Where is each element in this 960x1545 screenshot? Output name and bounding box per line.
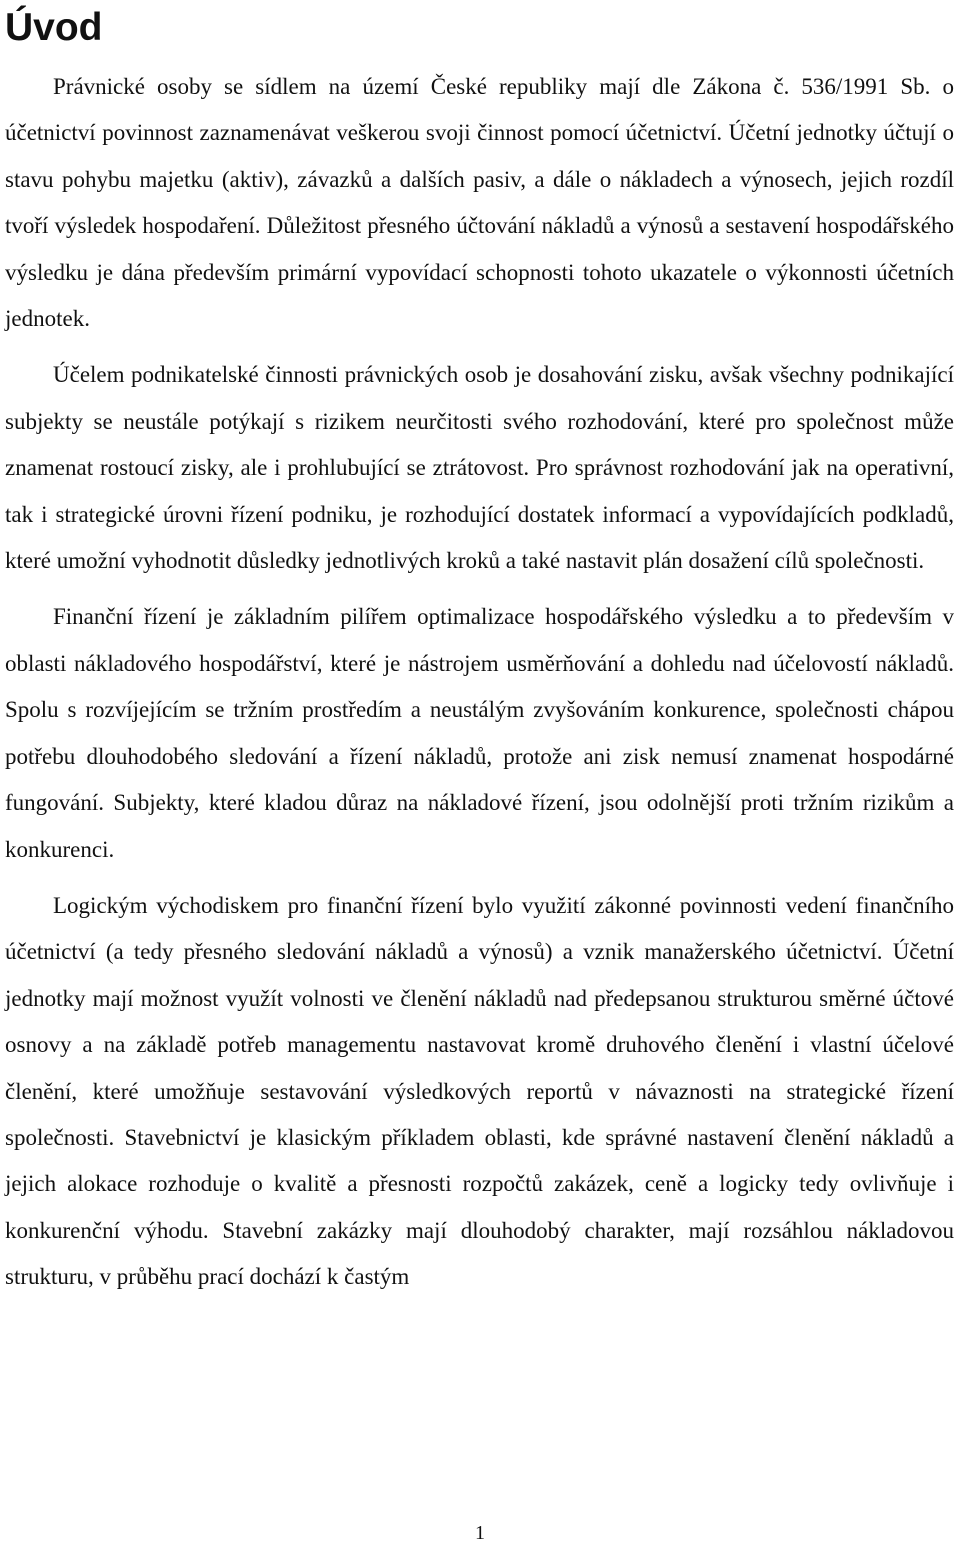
- paragraph-3: Finanční řízení je základním pilířem optimalizace hospodářského výsledku a to především v oblasti nákladového hospodářství, které je nástrojem usměrňování a dohledu nad účelovostí nákladů. Spolu s rozvíjejícím se tržním prostředím a neustálým zvyšováním konkurence, společnosti chápou potřebu dlouhodobého sledování a řízení nákladů, protože ani zisk nemusí znamenat hospodárné fungování. Subjekty, které kladou důraz na nákladové řízení, jsou odolnější proti tržním rizikům a konkurenci.: [5, 604, 954, 862]
- paragraph-4: Logickým východiskem pro finanční řízení bylo využití zákonné povinnosti vedení finančního účetnictví (a tedy přesného sledování nákladů a výnosů) a vznik manažerského účetnictví. Účetní jednotky mají možnost využít volnosti ve členění nákladů nad předepsanou strukturou směrné účtové osnovy a na základě potřeb managementu nastavovat kromě druhového členění i vlastní účelové členění, které umožňuje sestavování výsledkových reportů v návaznosti na strategické řízení společnosti. Stavebnictví je klasickým příkladem oblasti, kde správné nastavení členění nákladů a jejich alokace rozhoduje o kvalitě a přesnosti rozpočtů zakázek, ceně a logicky tedy ovlivňuje i konkurenční výhodu. Stavební zakázky mají dlouhodobý charakter, mají rozsáhlou nákladovou strukturu, v průběhu prací dochází k častým: [5, 892, 954, 1290]
- paragraph-1: Právnické osoby se sídlem na území České republiky mají dle Zákona č. 536/1991 Sb. o účetnictví povinnost zaznamenávat veškerou svoji činnost pomocí účetnictví. Účetní jednotky účtují o stavu pohybu majetku (aktiv), závazků a dalších pasiv, a dále o nákladech a výnosech, jejich rozdíl tvoří výsledek hospodaření. Důležitost přesného účtování nákladů a výnosů a sestavení hospodářského výsledku je dána především primární vypovídací schopnosti tohoto ukazatele o výkonnosti účetních jednotek.: [5, 74, 954, 332]
- page-title: Úvod: [5, 6, 103, 49]
- page-number: 1: [475, 1522, 485, 1544]
- paragraph-2: Účelem podnikatelské činnosti právnických osob je dosahování zisku, avšak všechny podnikající subjekty se neustále potýkají s rizikem neurčitosti svého rozhodování, které pro společnost může znamenat rostoucí zisky, ale i prohlubující se ztrátovost. Pro správnost rozhodování jak na operativní, tak i strategické úrovni řízení podniku, je rozhodující dostatek informací a vypovídajících podkladů, které umožní vyhodnotit důsledky jednotlivých kroků a také nastavit plán dosažení cílů společnosti.: [5, 362, 954, 574]
